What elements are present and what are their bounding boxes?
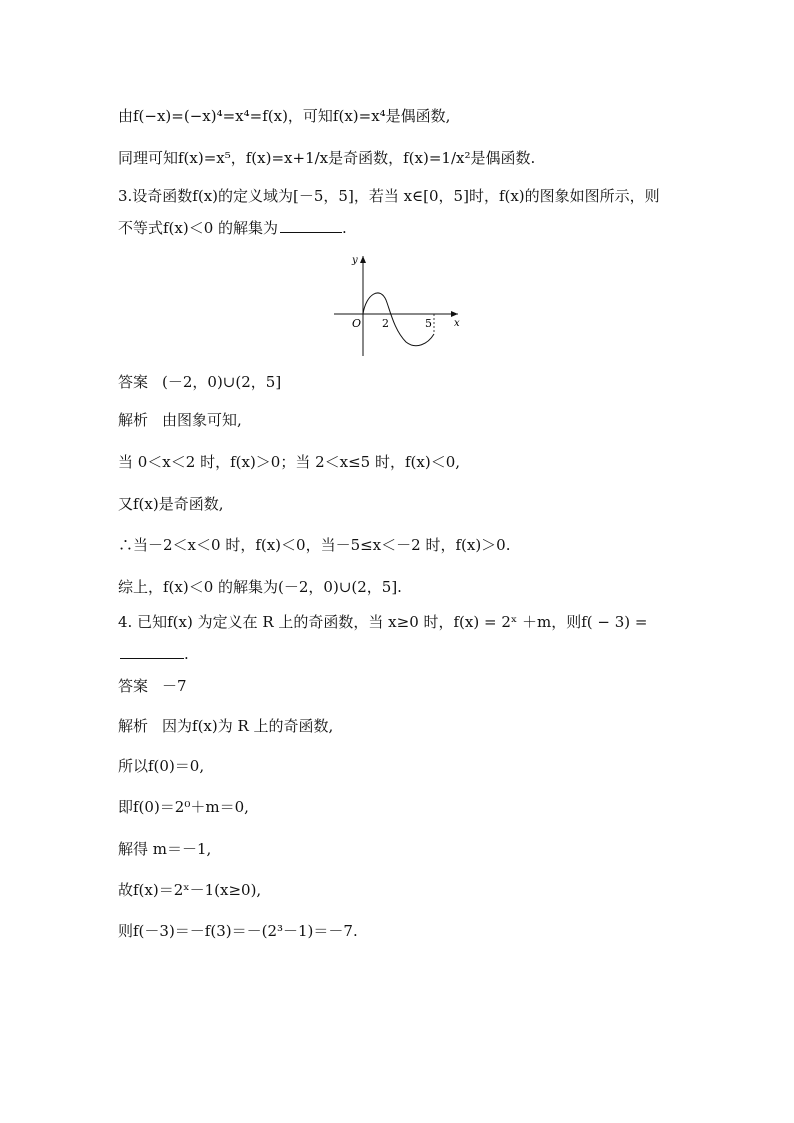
answer-value-2: －7 (162, 677, 187, 695)
function-graph (330, 250, 470, 362)
origin-label: O (352, 317, 362, 330)
analysis-text: 由图象可知, (162, 411, 242, 429)
text-line-15: 即f(0)＝2⁰＋m＝0, (118, 798, 249, 816)
text-line-7: 当 0＜x＜2 时，f(x)＞0；当 2＜x≤5 时，f(x)＜0, (118, 453, 461, 471)
function-curve (363, 293, 434, 346)
text-line-9: ∴当－2＜x＜0 时，f(x)＜0，当－5≤x＜－2 时，f(x)＞0. (118, 536, 511, 554)
text-line-17: 故f(x)＝2ˣ－1(x≥0), (118, 881, 262, 899)
tick-label-2: 2 (382, 317, 389, 330)
answer-label: 答案 (118, 373, 149, 391)
question-3-text: 不等式f(x)＜0 的解集为 (118, 219, 279, 237)
answer-label-2: 答案 (118, 677, 149, 695)
x-axis-arrow-icon (451, 311, 458, 317)
answer-line-3 (118, 372, 694, 392)
analysis-line-4 (118, 716, 694, 736)
question-4-blank-line: . (118, 644, 694, 664)
text-line-8: 又f(x)是奇函数, (118, 495, 224, 513)
text-line-16: 解得 m＝－1, (118, 840, 212, 858)
text-line-10: 综上，f(x)＜0 的解集为(－2，0)∪(2，5]. (118, 578, 402, 596)
y-axis-label: y (352, 255, 358, 266)
analysis-text-2: 因为f(x)为 R 上的奇函数, (162, 717, 334, 735)
question-3-stem-cont: 不等式f(x)＜0 的解集为 . (118, 219, 347, 237)
answer-line-4 (118, 676, 694, 696)
text-line-2: 同理可知f(x)=x⁵，f(x)=x+1/x是奇函数，f(x)=1/x²是偶函数. (118, 149, 536, 167)
analysis-label-2: 解析 (118, 717, 149, 735)
answer-blank (280, 218, 342, 233)
tick-label-5: 5 (425, 317, 432, 330)
x-axis-label: x (454, 318, 460, 329)
y-axis-arrow-icon (360, 256, 366, 263)
graph-svg (330, 250, 470, 362)
text-line-18: 则f(－3)＝－f(3)＝－(2³－1)＝－7. (118, 922, 358, 940)
text-line-14: 所以f(0)＝0, (118, 757, 205, 775)
answer-value: (－2，0)∪(2，5] (162, 373, 282, 391)
question-3-stem: 3.设奇函数f(x)的定义域为[－5，5]，若当 x∈[0，5]时，f(x)的图象如图所示，则 (118, 187, 660, 205)
answer-blank-2 (120, 644, 184, 659)
question-4-stem: 4. 已知f(x) 为定义在 R 上的奇函数，当 x≥0 时，f(x) = 2ˣ ＋m，则f( − 3) = (118, 613, 648, 631)
text-line-1: 由f(−x)=(−x)⁴=x⁴=f(x)，可知f(x)=x⁴是偶函数, (118, 107, 451, 125)
analysis-label: 解析 (118, 411, 149, 429)
analysis-line-3 (118, 410, 694, 430)
